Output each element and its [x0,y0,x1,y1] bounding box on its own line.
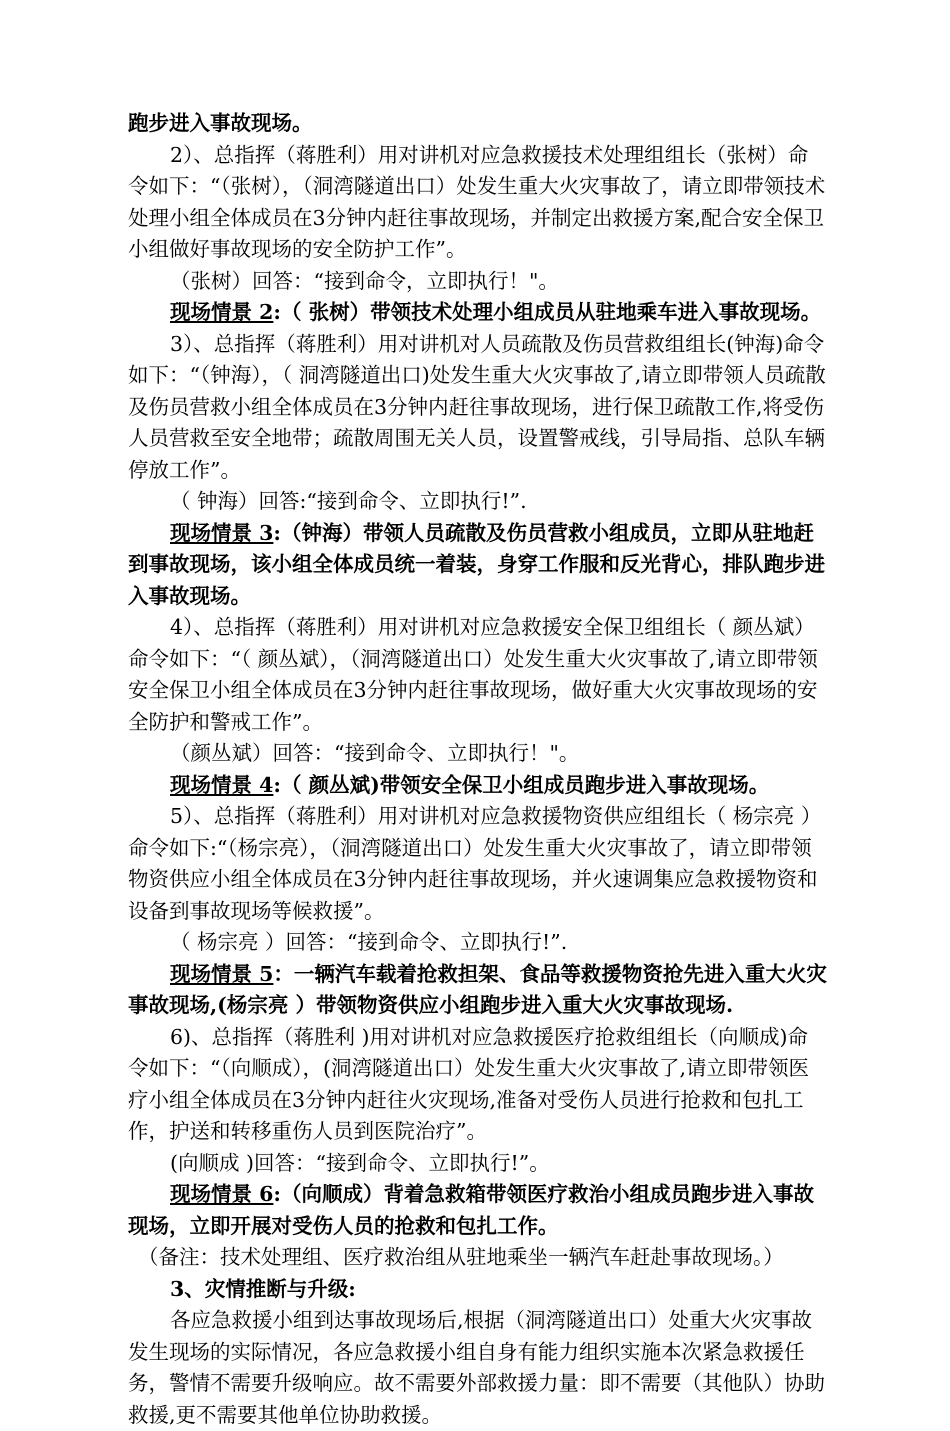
command-paragraph-3: 3）、总指挥（蒋胜利）用对讲机对人员疏散及伤员营救组组长(钟海)命令如下：“（钟海），（ 洞湾隧道出口)处发生重大火灾事故了,请立即带领人员疏散及伤员营救小组全体成员在3分钟内赶往事故现场，进行保卫疏散工作,将受伤人员营救至安全地带；疏散周围无关人员，设置警戒线，引导局指、总队车辆停放工作”。 [128,331,826,482]
section-heading-3: 3、灾情推断与升级: [170,1276,356,1301]
reply-paragraph-5: （ 杨宗亮 ）回答：“接到命令、立即执行!”. [170,930,568,954]
scene-5-label: 现场情景 5 [170,961,274,986]
scene-6 [128,1179,828,1242]
reply-paragraph-2: （张树）回答：“接到命令，立即执行！"。 [170,268,559,293]
scene-2-text: :（ 张树）带领技术处理小组成员从驻地乘车进入事故现场。 [273,300,822,324]
scene-4-text: :（ 颜丛斌)带领安全保卫小组成员跑步进入事故现场。 [273,772,770,797]
command-paragraph-4: 4）、总指挥（蒋胜利）用对讲机对应急救援安全保卫组组长（ 颜丛斌）命令如下：“（ 颜丛斌），（洞湾隧道出口）处发生重大火灾事故了,请立即带领安全保卫小组全体成员在3分钟内赶往事故现场，做好重大火灾事故现场的安全防护和警戒工作”。 [128,615,818,734]
scene-3-label: 现场情景 3 [170,520,274,545]
reply-paragraph-3: （ 钟海）回答:“接到命令、立即执行!”. [170,489,527,513]
scene-3-text: :（钟海）带领人员疏散及伤员营救小组成员，立即从驻地赶到事故现场，该小组全体成员统一着装，身穿工作服和反光背心，排队跑步进入事故现场。 [128,520,825,608]
command-paragraph-2: 2）、总指挥（蒋胜利）用对讲机对应急救援技术处理组组长（张树）命令如下：“（张树），（洞湾隧道出口）处发生重大火灾事故了，请立即带领技术处理小组全体成员在3分钟内赶往事故现场，并制定出救援方案,配合安全保卫小组做好事故现场的安全防护工作”。 [128,142,826,261]
command-paragraph-5: 5）、总指挥（蒋胜利）用对讲机对应急救援物资供应组组长（ 杨宗亮 ）命令如下:“（杨宗亮），（洞湾隧道出口）处发生重大火灾事故了，请立即带领物资供应小组全体成员在3分钟内赶往事故现场，并火速调集应急救援物资和设备到事故现场等候救援”。 [128,804,822,923]
scene-4-label: 现场情景 4 [170,772,274,797]
remark-paragraph: （备注：技术处理组、医疗救治组从驻地乘坐一辆汽车赶赴事故现场。） [138,1245,784,1269]
scene-3 [128,518,828,613]
paragraph-lead: 跑步进入事故现场。 [128,111,313,135]
scene-6-label: 现场情景 6 [170,1182,274,1206]
escalation-paragraph: 各应急救援小组到达事故现场后,根据（洞湾隧道出口）处重大火灾事故发生现场的实际情况，各应急救援小组自身有能力组织实施本次紧急救援任务，警情不需要升级响应。故不需要外部救援力量：即不需要（其他队）协助救援,更不需要其他单位协助救援。 [128,1308,825,1427]
document-body [128,108,828,1431]
reply-paragraph-6: (向顺成 )回答：“接到命令、立即执行!”。 [170,1150,550,1175]
command-paragraph-6: 6)、总指挥（蒋胜利 )用对讲机对应急救援医疗抢救组组长（向顺成)命令如下：“（向顺成），(洞湾隧道出口）处发生重大火灾事故了,请立即带领医疗小组全体成员在3分钟内赶往火灾现场,准备对受伤人员进行抢救和包扎工作，护送和转移重伤人员到医院治疗”。 [128,1024,809,1143]
scene-2 [128,297,828,329]
scene-6-text: :（向顺成）背着急救箱带领医疗救治小组成员跑步进入事故现场，立即开展对受伤人员的抢救和包扎工作。 [128,1182,814,1238]
scene-2-label: 现场情景 2 [170,300,274,324]
scene-5 [128,959,828,1022]
reply-paragraph-4: （颜丛斌）回答：“接到命令、立即执行！"。 [170,741,580,765]
scene-4 [128,770,828,802]
scene-5-text: ：一辆汽车载着抢救担架、食品等救援物资抢先进入重大火灾事故现场,(杨宗亮 ）带领物资供应小组跑步进入重大火灾事故现场. [128,961,827,1017]
